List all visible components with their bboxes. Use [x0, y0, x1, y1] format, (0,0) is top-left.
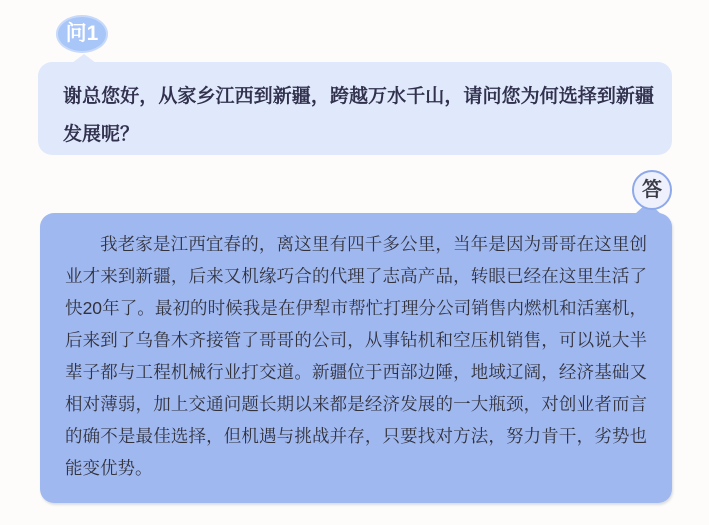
answer-badge: 答 [632, 170, 672, 210]
question-text: 谢总您好，从家乡江西到新疆，跨越万水千山，请问您为何选择到新疆发展呢？ [63, 86, 654, 145]
question-bubble [38, 62, 672, 155]
question-number-badge: 问1 [56, 15, 108, 53]
answer-text: 我老家是江西宜春的，离这里有四千多公里，当年是因为哥哥在这里创业才来到新疆，后来又机缘巧合的代理了志高产品，转眼已经在这里生活了快20年了。最初的时候我是在伊犁市帮忙打理分公司销售内燃机和活塞机，后来到了乌鲁木齐接管了哥哥的公司，从事钻机和空压机销售，可以说大半辈子都与工程机械行业打交道。新疆位于西部边陲，地域辽阔，经济基础又相对薄弱，加上交通问题长期以来都是经济发展的一大瓶颈，对创业者而言的确不是最佳选择，但机遇与挑战并存，只要找对方法，努力肯干，劣势也能变优势。 [65, 234, 647, 478]
answer-bubble [40, 213, 672, 503]
